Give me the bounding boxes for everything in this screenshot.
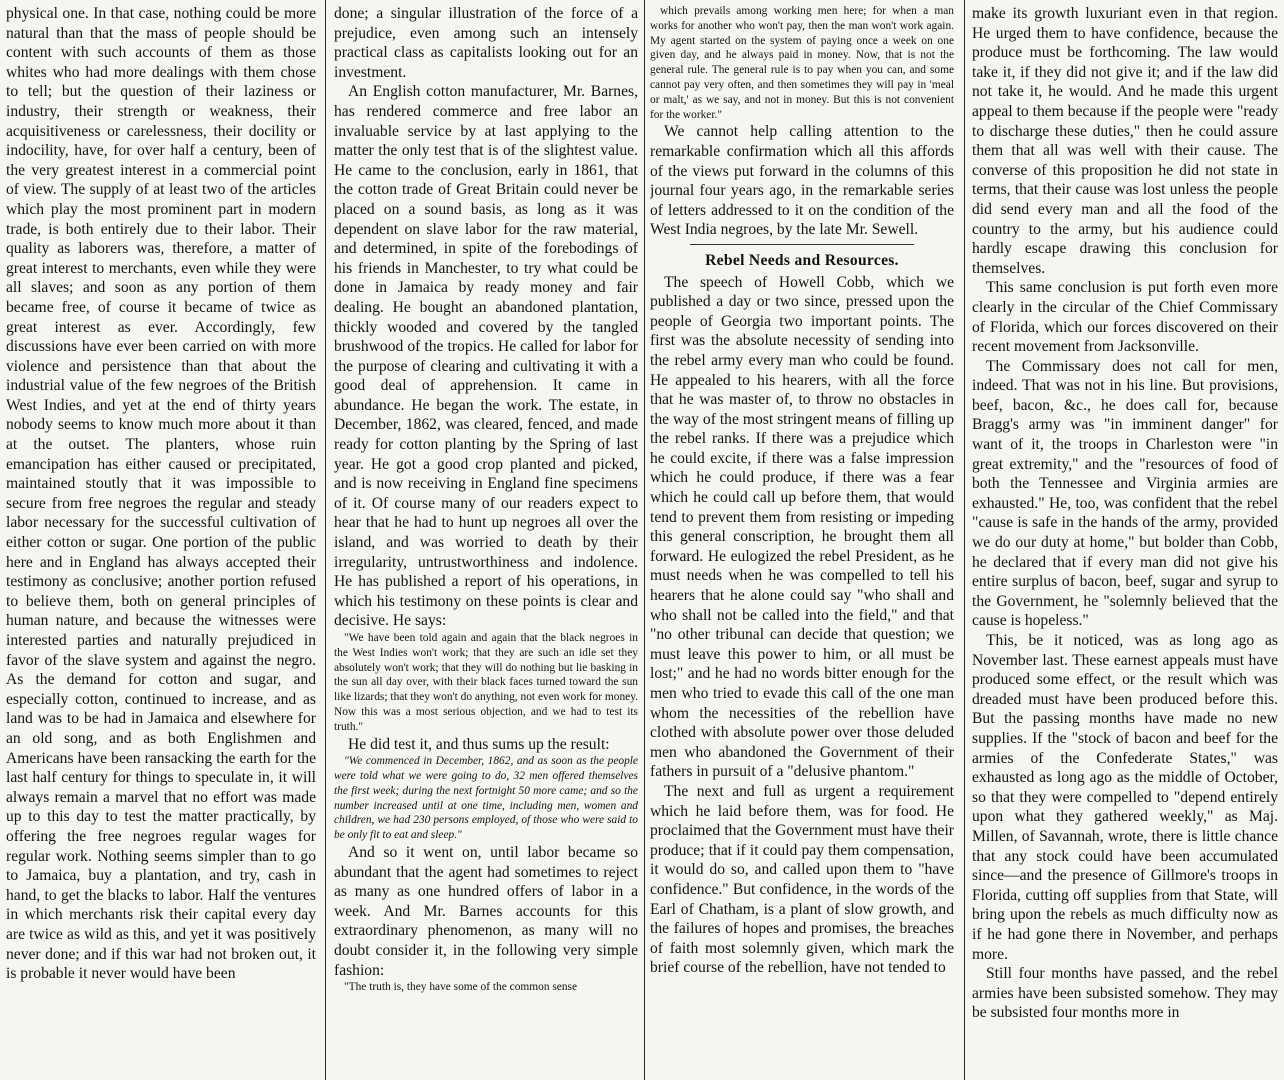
paragraph: An English cotton manufacturer, Mr. Barnes, has rendered commerce and free labor an invaluable service by at last applying to the matter the only test that is of the slightest value. He came to the conclusion, early in 1861, that the cotton trade of Great Britain could never be placed on a sound basis, as long as it was dependent on slave labor for the raw material, and determined, in spite of the forebodings of his friends in Manchester, to try what could be done in Jamaica by ready money and fair dealing. He bought an abandoned plantation, thickly wooded and covered by the tangled brushwood of the tropics. He called for labor for the purpose of clearing and cultivating it with a good deal of apprehension. It came in abundance. He began the work. The estate, in December, 1862, was cleared, fenced, and made ready for cotton planting by the Spring of last year. He got a good crop planted and picked, and is now receiving in England fine specimens of it. Of course many of our readers expect to hear that he had to hunt up negroes all over the island, and was worried to death by their irregularity, untrustworthiness and indolence. He has published a report of his operations, in which his testimony on these points is clear and decisive. He says: xyxy=(334,83,638,630)
paragraph: Still four months have passed, and the rebel armies have been subsisted somehow. They may be subsisted four months more in xyxy=(972,965,1278,1022)
column-divider xyxy=(644,0,645,1080)
column-2 xyxy=(334,4,638,1080)
column-1 xyxy=(6,4,316,1080)
block-quote: "We have been told again and again that the black negroes in the West Indies won't work; that they are such an idle set they absolutely won't work; that they will do nothing but lie basking in the sun all day over, with their black faces turned toward the sun like lizards; that they won't do anything, not even work for money. Now this was a most serious objection, and we had to test its truth." xyxy=(334,632,638,733)
paragraph: physical one. In that case, nothing could be more natural than that the mass of people should be content with such accounts of them as those whites who had more dealings with them chose to tell; but the question of their laziness or industry, their strength or weakness, their acquisitiveness or carelessness, their docility or indocility, have, for over half a century, been of the very greatest interest in a commercial point of view. The supply of at least two of the articles which play the most prominent part in modern trade, is both entirely due to their labor. Their quality as laborers was, therefore, a matter of great interest to merchants, even while they were all slaves; and soon as any portion of them became free, of course it became of twice as great interest as ever. Accordingly, few discussions have ever been carried on with more violence and persistence than that about the industrial value of the few negroes of the British West Indies, and yet at the end of thirty years nobody seems to know much more about it than at the outset. The planters, whose ruin emancipation has either caused or precipitated, maintained stoutly that it was impossible to secure from free negroes the regular and steady labor necessary for the successful cultivation of either cotton or sugar. One portion of the public here and in England has always accepted their testimony as conclusive; another portion refused to believe them, both on general principles of human nature, and because the witnesses were interested parties and naturally prejudiced in favor of the slave system and against the negro. As the demand for cotton and sugar, and especially cotton, continued to increase, and as land was to be had in Jamaica and elsewhere for an old song, and as both Englishmen and Americans have been ransacking the earth for the last half century for things to speculate in, it will always remain a marvel that no effort was made up to this day to test the matter practically, by offering the free negroes regular wages for regular work. Nothing seems simpler than to go to Jamaica, buy a plantation, and try, cash in hand, to get the blacks to labor. Half the ventures in which merchants risk their capital every day are twice as wild as this, and yet it was positively never done; and if this war had not broken out, it is probable it never would have been xyxy=(6,5,316,983)
paragraph: And so it went on, until labor became so abundant that the agent had sometimes to reject as many as one hundred offers of labor in a week. And Mr. Barnes accounts for this extraordinary phenomenon, as many will no doubt consider it, in the following very simple fashion: xyxy=(334,843,638,979)
paragraph: make its growth luxuriant even in that region. He urged them to have confidence, because the produce must be forthcoming. The law would take it, if they did not give it; and if the law did not take it, he would. And he made this urgent appeal to them because if the people were "ready to discharge these duties," then he could assure them that all was well with their cause. The converse of this proposition he did not state in terms, that their cause was lost unless the people did send every man and all the food of the country to the army, but his audience could hardly escape drawing this conclusion for themselves. xyxy=(972,5,1278,277)
paragraph: done; a singular illustration of the force of a prejudice, even among such an intensely practical class as capitalists looking out for an investment. xyxy=(334,5,638,81)
block-quote: "The truth is, they have some of the common sense xyxy=(344,981,578,994)
column-divider xyxy=(325,0,326,1080)
paragraph: This same conclusion is put forth even more clearly in the circular of the Chief Commissary of Florida, which our forces discovered on their recent movement from Jacksonville. xyxy=(972,279,1278,356)
block-quote: "We commenced in December, 1862, and as soon as the people were told what we were going to do, 32 men offered themselves the first week; during the next fortnight 50 more came; and so the number increased until at one time, including men, women and children, we had 230 persons employed, of those who were said to be only fit to eat and sleep." xyxy=(334,755,638,842)
block-quote: which prevails among working men here; for when a man works for another who won't pay, then the man won't work again. My agent started on the system of paying once a week on one given day, and he always paid in money. Now, that is not the general rule. The general rule is to pay when you can, and some cannot pay very often, and then sometimes they will pay in 'meal or malt,' as we say, and not in money. But this is not convenient for the worker." xyxy=(650,5,954,121)
column-3 xyxy=(650,4,954,1080)
paragraph: He did test it, and thus sums up the result: xyxy=(348,735,610,753)
paragraph: We cannot help calling attention to the remarkable confirmation which all this affords of the views put forward in the columns of this journal four years ago, in the remarkable series of letters addressed to it on the condition of the West India negroes, by the late Mr. Sewell. xyxy=(650,123,954,239)
paragraph: The Commissary does not call for men, indeed. That was not in his line. But provisions, beef, bacon, &c., he does call for, because Bragg's army was "in imminent danger" for want of it, the troops in Charleston were "in great extremity," and the "resources of food of both the Tennessee and Virginia armies are exhausted." He, too, was confident that the rebel "cause is safe in the hands of the army, provided we do our duty at home," but bolder than Cobb, he declared that if every man did not give his entire surplus of bacon, beef, sugar and syrup to the Government, he "solemnly believed that the cause is hopeless." xyxy=(972,357,1278,630)
section-rule xyxy=(690,244,914,245)
column-divider xyxy=(964,0,965,1080)
paragraph: The next and full as urgent a requirement which he laid before them, was for food. He proclaimed that the Government must have their produce; that if it could pay them compensation, it would do so, and called upon them to "have confidence." But confidence, in the words of the Earl of Chatham, is a plant of slow growth, and the failures of hopes and promises, the breaches of faith most solemnly given, which mark the brief course of the rebellion, have not tended to xyxy=(650,782,954,977)
column-4 xyxy=(972,4,1278,1080)
article-headline: Rebel Needs and Resources. xyxy=(705,251,899,269)
paragraph: The speech of Howell Cobb, which we published a day or two since, pressed upon the people of Georgia two important points. The first was the absolute necessity of sending into the rebel army every man who could be found. He appealed to his hearers, with all the force that he was master of, to throw no obstacles in the way of the most stringent means of filling up the rebel ranks. If there was a prejudice which he could excite, if there was a false impression which he could produce, if there was a fear which he could call up before them, that would tend to prevent them from resisting or impeding this general conscription, he brought them all forward. He eulogized the rebel President, as he must needs when he was compelled to tell his hearers that he alone could say "who shall and who shall not be called into the field," and that "no other tribunal can decide that question; we must leave this power to him, or all must be lost;" and he had no words bitter enough for the men who tried to evade this call of the one man whom the necessities of the rebellion have clothed with absolute power over those deluded men who abandoned the Government of their fathers in pursuit of a "delusive phantom." xyxy=(650,273,954,781)
paragraph: This, be it noticed, was as long ago as November last. These earnest appeals must have produced some effect, or the result which was dreaded must have been produced before this. But the passing months have made no new supplies. If the "stock of bacon and beef for the armies of the Confederate States," was exhausted as long ago as the middle of October, so that they were compelled to "depend entirely upon what they gathered weekly," as Maj. Millen, of Savannah, wrote, there is little chance that any stock could have been accumulated since—and the presence of Gillmore's troops in Florida, cutting off supplies from that State, will bring upon the rebels as much difficulty now as if he had gone there in November, and perhaps more. xyxy=(972,632,1278,963)
